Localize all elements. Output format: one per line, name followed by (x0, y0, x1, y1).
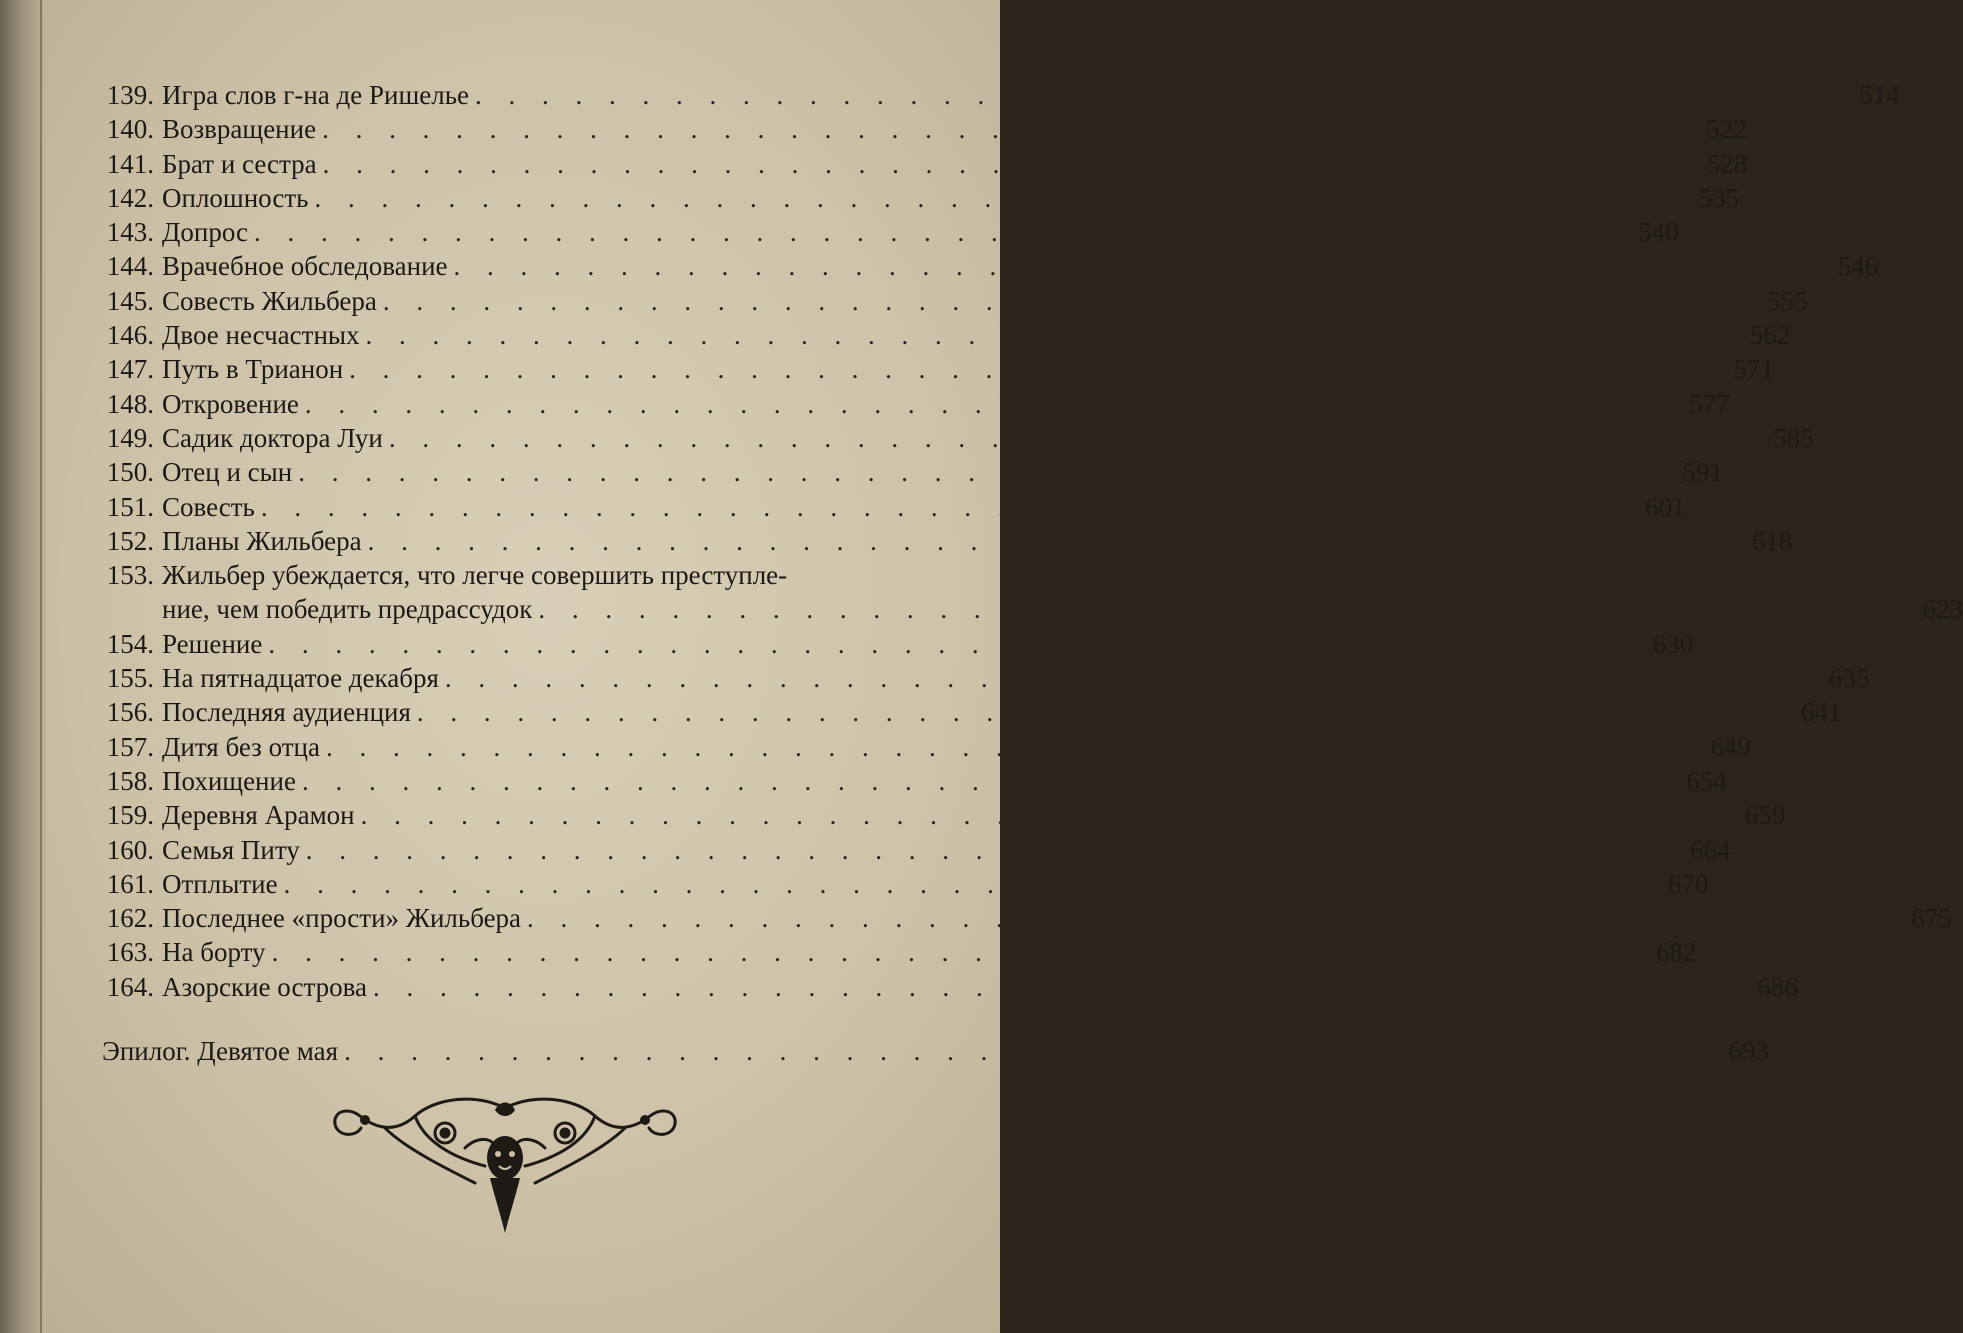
binding-line (40, 0, 42, 1333)
dot-leader: . . . . . . . . . . . . . . . . . . . . . . . . . . . . . . . . . . . . . . . . . (301, 765, 1659, 796)
toc-entry-159[interactable] (92, 798, 1786, 832)
page-number: 664 (1690, 834, 1731, 865)
chapter-number: 141. (106, 148, 154, 179)
chapter-title: На борту (162, 937, 266, 968)
chapter-title: Азорские острова (162, 971, 367, 1002)
chapter-number: 157. (106, 731, 154, 762)
chapter-title-line-2: ние, чем победить предрассудок (162, 594, 533, 625)
toc-entry-154[interactable] (92, 627, 1694, 661)
chapter-number: 153. (106, 560, 154, 591)
chapter-title: Семья Питу (162, 834, 300, 865)
dot-leader: . . . . . . . . . . . . . . . . . . . . . . . . . . . . . . . . . . . . . . . . . (283, 868, 1641, 899)
chapter-number: 152. (106, 525, 154, 556)
toc-entry-144[interactable] (92, 249, 1879, 283)
toc-entry-156[interactable] (92, 695, 1842, 729)
dot-leader: . . . . . . . . . . . . . . . . . . . . . . . . . . . . . . . . . . . . . . . . . (298, 457, 1656, 488)
chapter-title: Деревня Арамон (162, 800, 355, 831)
toc-entry-164[interactable] (92, 970, 1798, 1004)
toc-entry-149[interactable] (92, 421, 1814, 455)
page-number: 670 (1667, 868, 1709, 899)
toc-entry-145[interactable] (92, 284, 1808, 318)
chapter-title: Откровение (162, 388, 299, 419)
epilogue-title: Эпилог. Девятое мая (102, 1036, 339, 1067)
dot-leader: . . . . . . . . . . . . . . . . . . . . . . . . . . . . . . . . . . . . . . . . . (254, 217, 1611, 248)
toc-entry-160[interactable] (92, 833, 1731, 867)
chapter-title: Отплытие (162, 868, 278, 899)
page-number: 528 (1706, 148, 1748, 179)
toc-entry-epilogue[interactable] (92, 1034, 1769, 1068)
toc-entry-161[interactable] (92, 867, 1709, 901)
page-number: 522 (1706, 114, 1747, 145)
dot-leader: . . . . . . . . . . . . . . . . . . . . . . . . . . . . . . . . . . . . . . . . . (527, 903, 1884, 934)
chapter-title: Садик доктора Луи (162, 422, 383, 453)
toc-entry-162[interactable] (92, 901, 1952, 935)
chapter-title: Решение (162, 628, 263, 659)
toc-entry-157[interactable] (92, 730, 1751, 764)
chapter-number: 155. (106, 663, 154, 694)
chapter-number: 162. (106, 903, 154, 934)
page-number: 682 (1655, 937, 1697, 968)
baroque-scroll-ornament-icon (325, 1088, 685, 1238)
dot-leader: . . . . . . . . . . . . . . . . . . . . . . . . . . . . . . . . . . . . . . . . . (382, 285, 1740, 316)
page-number: 618 (1751, 525, 1793, 556)
dot-leader: . . . . . . . . . . . . . . . . . . . . . . . . . . . . . . . . . . . . . . . . . (268, 628, 1626, 659)
page-number: 601 (1645, 491, 1686, 522)
chapter-number: 164. (106, 971, 154, 1002)
page-number: 577 (1689, 388, 1730, 419)
page-number: 546 (1837, 251, 1879, 282)
chapter-title: Игра слов г-на де Ришелье (162, 80, 469, 110)
dot-leader: . . . . . . . . . . . . . . . . . . . . . . . . . . . . . . . . . . . . . . . . . (360, 800, 1718, 831)
table-of-contents (92, 78, 1963, 1068)
chapter-number: 144. (106, 251, 154, 282)
dot-leader: . . . . . . . . . . . . . . . . . . . . . . . . . . . . . . . . . . . . . . . . . (344, 1036, 1701, 1067)
dot-leader: . . . . . . . . . . . . . . . . . . . . . . . . . . . . . . . . . . . . . . . . . (372, 971, 1730, 1002)
toc-entry-140[interactable] (92, 112, 1747, 146)
chapter-title: На пятнадцатое декабря (162, 663, 439, 694)
chapter-title: Совесть (162, 491, 255, 522)
toc-entry-142[interactable] (92, 181, 1740, 215)
page-number: 635 (1829, 663, 1870, 694)
chapter-title: Врачебное обследование (162, 251, 448, 282)
chapter-number: 146. (106, 320, 154, 351)
chapter-title: Двое несчастных (162, 320, 360, 351)
chapter-number: 148. (106, 388, 154, 419)
chapter-number: 160. (106, 834, 154, 865)
toc-entry-146[interactable] (92, 318, 1791, 352)
toc-entry-141[interactable] (92, 147, 1748, 181)
dot-leader: . . . . . . . . . . . . . . . . . . . . . . . . . . . . . . . . . . . . . . . . . (388, 422, 1746, 453)
page-number: 649 (1710, 731, 1751, 762)
page-number: 654 (1686, 765, 1727, 796)
page-number: 659 (1744, 800, 1786, 831)
chapter-number: 158. (106, 765, 154, 796)
dot-leader: . . . . . . . . . . . . . . . . . . . . . . . . . . . . . . . . . . . . . . . . . (325, 731, 1683, 762)
chapter-number: 154. (106, 628, 154, 659)
dot-leader: . . . . . . . . . . . . . . . . . . . . . . . . . . . . . . . . . . . . . . . . . (260, 491, 1618, 522)
page-number: 514 (1859, 80, 1900, 110)
chapter-title: Планы Жильбера (162, 525, 362, 556)
toc-entry-158[interactable] (92, 764, 1727, 798)
chapter-title: Путь в Трианон (162, 354, 344, 385)
dot-leader: . . . . . . . . . . . . . . . . . . . . . . . . . . . . . . . . . . . . . . . . . (322, 114, 1679, 145)
chapter-title: Совесть Жильбера (162, 285, 377, 316)
dot-leader: . . . . . . . . . . . . . . . . . . . . . . . . . . . . . . . . . . . . . . . . . (444, 663, 1802, 694)
toc-entry-147[interactable] (92, 352, 1774, 386)
chapter-title: Брат и сестра (162, 148, 317, 179)
section-gap (92, 1004, 922, 1034)
chapter-number: 143. (106, 217, 154, 248)
chapter-number: 139. (106, 80, 154, 110)
chapter-title: Допрос (162, 217, 249, 248)
page-number: 562 (1749, 320, 1791, 351)
chapter-number: 142. (106, 182, 154, 213)
page-number: 571 (1733, 354, 1774, 385)
chapter-title-line-1: Жильбер убеждается, что легче совершить преступле- (162, 560, 788, 591)
chapter-number: 161. (106, 868, 154, 899)
toc-entry-150[interactable] (92, 455, 1724, 489)
chapter-title: Отец и сын (162, 457, 293, 488)
dot-leader: . . . . . . . . . . . . . . . . . . . . . . . . . . . . . . . . . . . . . . . . . (349, 354, 1706, 385)
toc-entry-153[interactable] (92, 558, 1963, 627)
toc-entry-163[interactable] (92, 935, 1697, 969)
dot-leader: . . . . . . . . . . . . . . . . . . . . . . . . . . . . . . . . . . . . . . . . . (367, 525, 1725, 556)
toc-entry-155[interactable] (92, 661, 1870, 695)
dot-leader: . . . . . . . . . . . . . . . . . . . . . . . . . . . . . . . . . . . . . . . . . (322, 148, 1680, 179)
toc-entry-151[interactable] (92, 490, 1686, 524)
chapter-number: 156. (106, 697, 154, 728)
dot-leader: . . . . . . . . . . . . . . . . . . . . . . . . . . . . . . . . . . . . . . . . . (314, 182, 1672, 213)
chapter-title: Оплошность (162, 182, 309, 213)
dot-leader: . . . . . . . . . . . . . . . . . . . . . . . . . . . . . . . . . . . . . . . . . (271, 937, 1629, 968)
page-number: 686 (1757, 971, 1798, 1002)
toc-entry-139[interactable] (92, 78, 1900, 112)
page-number: 693 (1728, 1036, 1769, 1067)
toc-entry-148[interactable] (92, 387, 1730, 421)
chapter-title: Дитя без отца (162, 731, 320, 762)
chapter-title: Последнее «прости» Жильбера (162, 903, 522, 934)
chapter-number: 147. (106, 354, 154, 385)
page-number: 540 (1638, 217, 1679, 248)
chapter-title: Возвращение (162, 114, 317, 145)
chapter-number: 159. (106, 800, 154, 831)
toc-entry-143[interactable] (92, 215, 1679, 249)
page-number: 585 (1773, 422, 1814, 453)
chapter-number: 145. (106, 285, 154, 316)
page-number: 535 (1698, 182, 1740, 213)
dot-leader: . . . . . . . . . . . . . . . . . . . . . . . . . . . . . . . . . . . . . . . . . (365, 320, 1723, 351)
chapter-title: Похищение (162, 765, 296, 796)
chapter-number: 140. (106, 114, 154, 145)
dot-leader: . . . . . . . . . . . . . . . . . . . . . . . . . . . . . . . . . . . . . . . . . (305, 834, 1663, 865)
chapter-title: Последняя аудиенция (162, 697, 411, 728)
chapter-number: 150. (106, 457, 154, 488)
page-number: 555 (1767, 285, 1808, 316)
chapter-number: 149. (106, 422, 154, 453)
dot-leader: . . . . . . . . . . . . . . . . . . . . . . . . . . . . . . . . . . . . . . . . . (538, 594, 1896, 625)
toc-entry-152[interactable] (92, 524, 1793, 558)
dot-leader: . . . . . . . . . . . . . . . . . . . . . . . . . . . . . . . . . . . . . . . . . (304, 388, 1662, 419)
page-number: 675 (1911, 903, 1952, 934)
page-number: 623 (1922, 594, 1963, 625)
chapter-number: 163. (106, 937, 154, 968)
chapter-number: 151. (106, 491, 154, 522)
dot-leader: . . . . . . . . . . . . . . . . . . . . . . . . . . . . . . . . . . . . . . . . . (475, 80, 1832, 110)
page-number: 591 (1682, 457, 1724, 488)
dot-leader: . . . . . . . . . . . . . . . . . . . . . . . . . . . . . . . . . . . . . . . . . (416, 697, 1774, 728)
page-number: 630 (1652, 628, 1694, 659)
dot-leader: . . . . . . . . . . . . . . . . . . . . . . . . . . . . . . . . . . . . . . . . . (453, 251, 1811, 282)
page-number: 641 (1801, 697, 1842, 728)
